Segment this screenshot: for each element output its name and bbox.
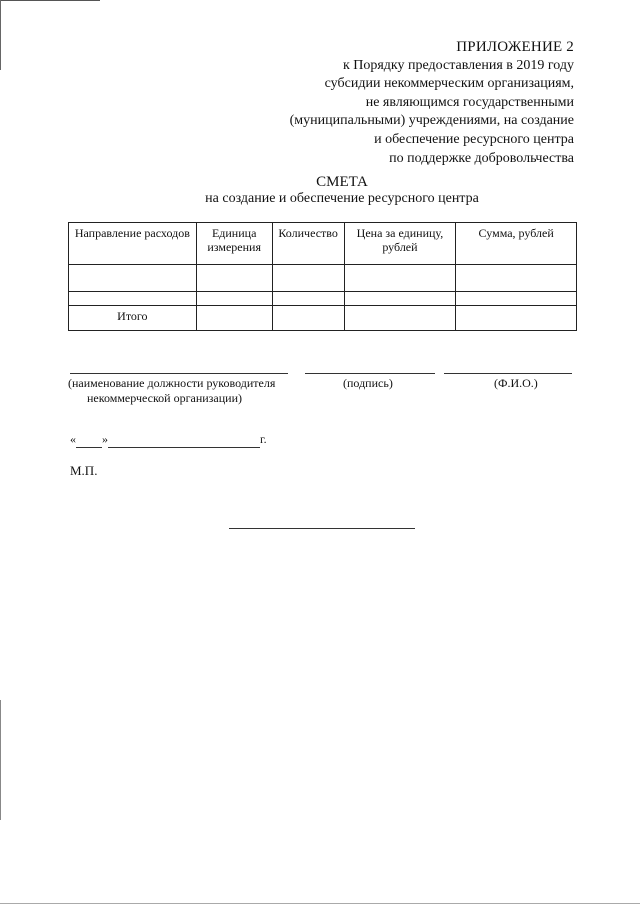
document-subtitle: на создание и обеспечение ресурсного центра [205, 191, 479, 206]
appendix-line: не являющимся государственными [365, 94, 574, 110]
table-row [69, 265, 577, 292]
table-header-row [69, 223, 577, 265]
total-label: Итого [69, 306, 197, 331]
header-expense-direction: Направление расходов [69, 223, 197, 265]
appendix-line: и обеспечение ресурсного центра [374, 131, 574, 147]
appendix-line: (муниципальными) учреждениями, на создание [289, 113, 574, 129]
table-row [69, 292, 577, 306]
table-total-row [69, 306, 577, 331]
header-sum: Сумма, рублей [456, 223, 577, 265]
scan-edge [0, 903, 640, 904]
scan-edge [0, 0, 100, 1]
table-cell [196, 306, 272, 331]
year-suffix: г. [260, 432, 267, 446]
day-blank [76, 432, 102, 448]
appendix-line: к Порядку предоставления в 2019 году [342, 57, 574, 73]
table-cell [196, 265, 272, 292]
table-cell [272, 265, 344, 292]
position-caption-2: некоммерческой организации) [87, 391, 243, 405]
scan-edge [0, 700, 1, 820]
scan-edge [0, 0, 1, 70]
position-line [70, 373, 288, 374]
table-cell [344, 265, 456, 292]
table-cell [69, 292, 197, 306]
table-cell [69, 265, 197, 292]
table-cell [456, 265, 577, 292]
document-title: СМЕТА [316, 174, 368, 190]
estimate-table [68, 222, 577, 331]
table-cell [196, 292, 272, 306]
appendix-header [290, 38, 574, 168]
position-caption-1: (наименование должности руководителя [68, 376, 276, 390]
signature-line [305, 373, 435, 374]
table-cell [456, 292, 577, 306]
table-cell [272, 292, 344, 306]
appendix-line: субсидии некоммерческим организациям, [324, 76, 574, 92]
month-blank [108, 432, 260, 448]
stamp-label: М.П. [70, 463, 98, 478]
appendix-line: по поддержке добровольчества [389, 150, 574, 166]
name-line [444, 373, 572, 374]
name-caption: (Ф.И.О.) [494, 376, 538, 390]
table-cell [272, 306, 344, 331]
date-line [70, 432, 267, 448]
header-unit-price: Цена за единицу, рублей [344, 223, 456, 265]
date-open-quote: « [70, 432, 76, 446]
header-quantity: Количество [272, 223, 344, 265]
header-unit: Единица измерения [196, 223, 272, 265]
table-cell [456, 306, 577, 331]
appendix-title: ПРИЛОЖЕНИЕ 2 [456, 39, 574, 55]
end-of-document-line [229, 528, 415, 529]
table-cell [344, 306, 456, 331]
signature-caption: (подпись) [343, 376, 393, 390]
table-cell [344, 292, 456, 306]
date-close-quote: » [102, 432, 108, 446]
